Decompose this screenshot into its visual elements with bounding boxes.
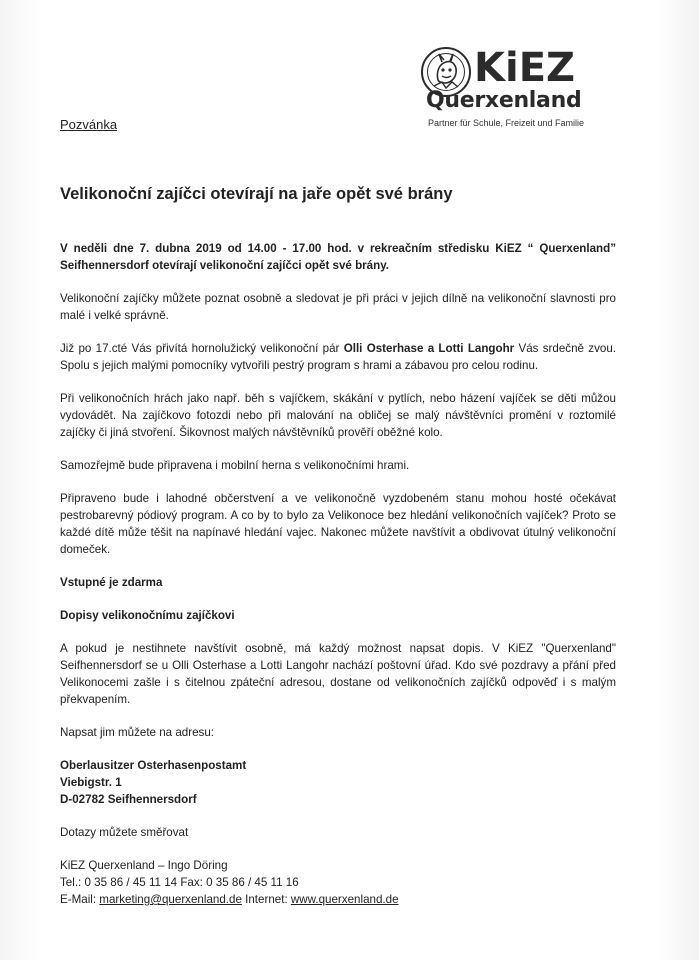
invitation-label: Pozvánka: [60, 117, 118, 132]
questions-label: Dotazy můžete směřovat: [60, 826, 189, 839]
address-line-1: Oberlausitzer Osterhasenpostamt: [60, 759, 247, 772]
contact-block: [60, 857, 616, 908]
contact-phone-fax: Tel.: 0 35 86 / 45 11 14 Fax: 0 35 86 / 45 11 16: [60, 876, 299, 889]
address-line-2: Viebigstr. 1: [60, 776, 122, 789]
email-label: E-Mail:: [60, 893, 100, 906]
bunny-couple-names: Olli Osterhase a Lotti Langohr: [343, 342, 515, 355]
letters-heading: Dopisy velikonočnímu zajíčkovi: [60, 609, 235, 622]
paragraph-games: Při velikonočních hrách jako např. běh s vajíčkem, skákání v pytlích, nebo házení vajíček se děti můžou vydovádět. Na zajíčkovo fotozdi nebo při malování na obličej se malý návštěvníci promění v roztomilé zajíčky či jiná stvoření. Šikovnost malých návštěvníků prověří oběžné kolo.: [60, 392, 616, 439]
logo-tagline: Partner für Schule, Freizeit und Familie: [428, 118, 585, 128]
contact-organization: KiEZ Querxenland – Ingo Döring: [60, 859, 228, 872]
email-link[interactable]: marketing@querxenland.de: [99, 893, 242, 906]
postal-address: [60, 757, 616, 808]
document-body: [60, 240, 616, 908]
paragraph-refreshments: Připraveno bude i lahodné občerstvení a ve velikonočně vyzdobeném stanu mohou hosté očekávat pestrobarevný pódiový program. A co by to bylo za Velikonoce bez hledání velikonočních vajíček? Proto se každé dítě může těšit na napínavé hledání vajec. Nakonec můžete navštívit a obdivovat útulný velikonoční domeček.: [60, 492, 616, 556]
entry-free-note: Vstupné je zdarma: [60, 576, 163, 589]
website-link[interactable]: www.querxenland.de: [290, 893, 399, 906]
web-label: Internet:: [241, 893, 291, 906]
logo-name: Querxenland: [426, 88, 582, 113]
logo-brand: KiEZ: [474, 45, 576, 91]
welcome-text-start: Již po 17.cté Vás přivítá hornolužický velikonoční pár: [60, 342, 344, 355]
address-line-3: D-02782 Seifhennersdorf: [60, 793, 197, 806]
kiez-logo: [418, 44, 598, 140]
paragraph-meet-bunnies: Velikonoční zajíčky můžete poznat osobně a sledovat je při práci v jejich dílně na velikonoční slavnosti pro malé i velké správně.: [60, 292, 616, 322]
welcome-text-end: Vás srdečně zvou. Spolu s jejich malými pomocníky vytvořili pestrý program s hrami a zábavou pro celou rodinu.: [60, 342, 617, 372]
intro-paragraph: V neděli dne 7. dubna 2019 od 14.00 - 17.00 hod. v rekreačním středisku KiEZ “ Querxenland” Seifhennersdorf otevírají velikonoční zajíčci opět své brány.: [60, 242, 616, 272]
document-title: Velikonoční zajíčci otevírají na jaře opět své brány: [60, 185, 453, 203]
write-to-label: Napsat jim můžete na adresu:: [60, 726, 215, 739]
paragraph-letters: A pokud je nestihnete navštívit osobně, má každý možnost napsat dopis. V KiEZ "Querxenland" Seifhennersdorf se u Olli Osterhase a Lotti Langohr nachází poštovní úřad. Kdo své pozdravy a přání před Velikonocemi zašle i s čitelnou zpáteční adresou, dostane od velikonočních zajíčků odpověď i s malým překvapením.: [60, 642, 616, 706]
paragraph-play-area: Samozřejmě bude připravena i mobilní herna s velikonočními hrami.: [60, 459, 410, 472]
paragraph-welcome: [60, 340, 616, 374]
contact-links-line: [60, 891, 616, 908]
